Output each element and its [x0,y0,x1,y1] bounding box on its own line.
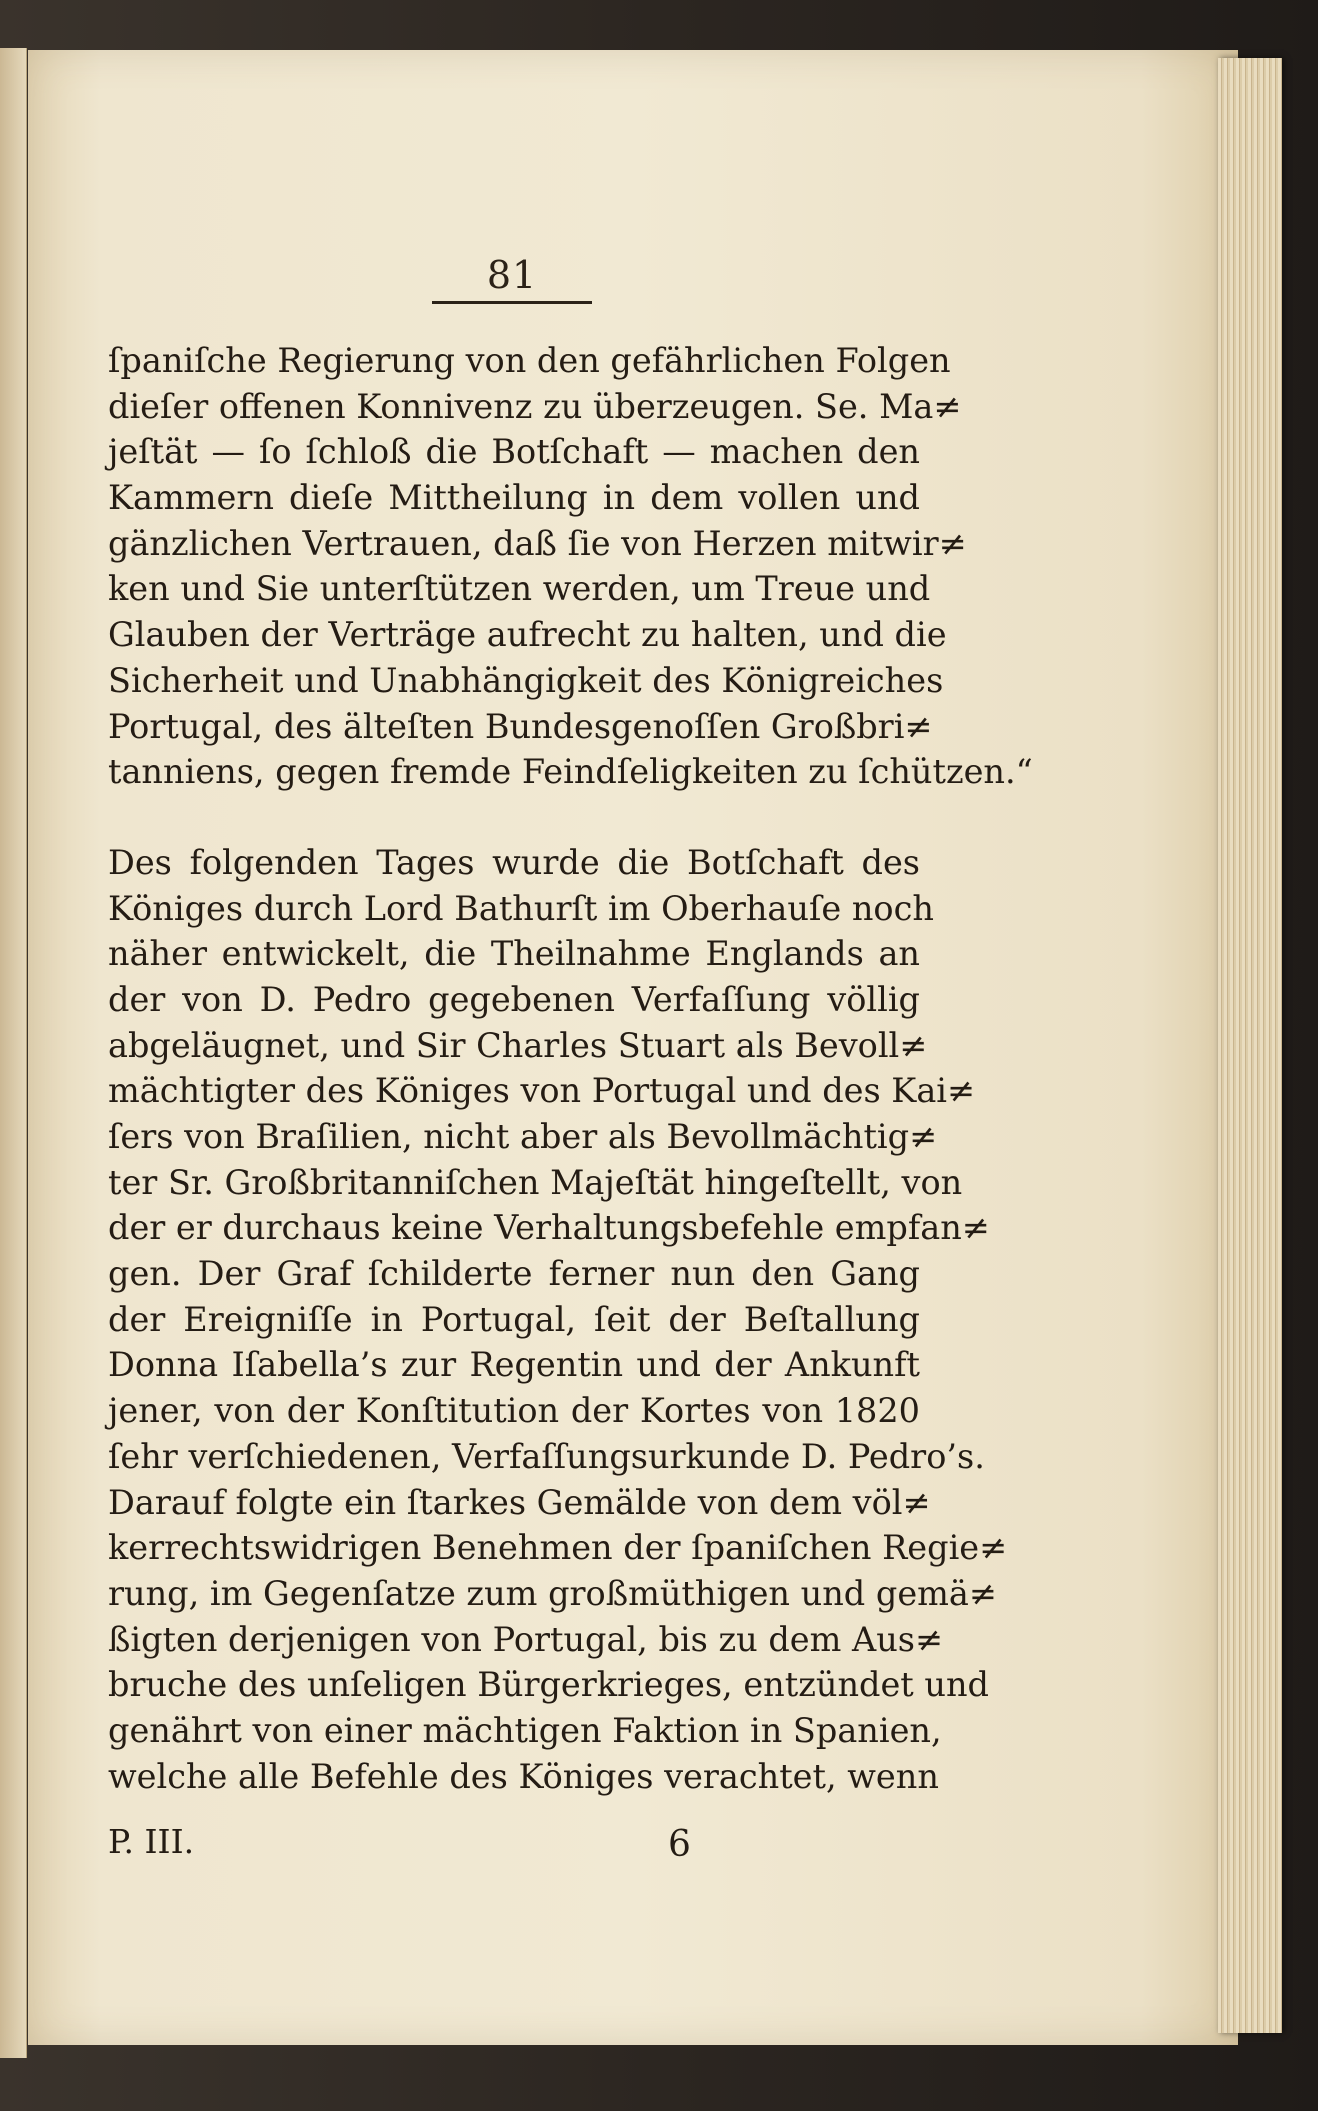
text-line: ſehr verſchiedenen, Verfaſſungsurkunde D. Pedro’s. [108,1436,985,1476]
text-line: Portugal, des älteſten Bundesgenoſſen Großbri≠ [108,706,933,746]
sheet-number: 6 [668,1824,691,1865]
text-line: Donna Iſabella’s zur Regentin und der Ankunft [108,1345,920,1385]
paragraph [108,840,1008,1799]
text-line: näher entwickelt, die Theilnahme Englands an [108,934,920,974]
text-line: abgeläugnet, und Sir Charles Stuart als Bevoll≠ [108,1025,928,1065]
text-line: ken und Sie unterſtützen werden, um Treue und [108,569,931,609]
text-line: Darauf folgte ein ſtarkes Gemälde von dem völ≠ [108,1482,931,1522]
text-line: dieſer offenen Konnivenz zu überzeugen. Se. Ma≠ [108,386,962,426]
facing-page-edge [0,48,27,2058]
body-text [108,338,1033,1799]
page-number: 81 [486,253,538,297]
signature-mark: P. III. [108,1822,195,1861]
paragraph-gap [108,795,920,840]
text-line: gänzlichen Vertrauen, daß ſie von Herzen mitwir≠ [108,523,967,563]
text-line: gen. Der Graf ſchilderte ferner nun den Gang [108,1254,920,1294]
text-line: rung, im Gegenſatze zum großmüthigen und gemä≠ [108,1573,997,1613]
text-line: kerrechtswidrigen Benehmen der ſpaniſchen Regie≠ [108,1528,1008,1568]
page-footer [108,1822,920,1872]
text-line: der Ereigniſſe in Portugal, ſeit der Beſtallung [108,1299,920,1339]
text-line: jeſtät — ſo ſchloß die Botſchaft — machen den [108,432,920,472]
text-line: ſpaniſche Regierung von den gefährlichen Folgen [108,341,951,380]
header-rule [432,301,592,304]
text-line: bruche des unſeligen Bürgerkrieges, entzündet und [108,1665,989,1705]
text-line: ſers von Braſilien, nicht aber als Bevollmächtig≠ [108,1117,938,1156]
text-line: welche alle Befehle des Königes verachtet, wenn [108,1756,939,1796]
text-line: Glauben der Verträge aufrecht zu halten, und die [108,615,947,655]
text-line: der er durchaus keine Verhaltungsbefehle empfan≠ [108,1208,990,1248]
page-stack-edges [1218,58,1282,2033]
paragraph [108,338,1033,795]
text-line: Königes durch Lord Bathurſt im Oberhauſe noch [108,888,934,928]
text-line: der von D. Pedro gegebenen Verfaſſung völlig [108,979,920,1019]
text-line: Sicherheit und Unabhängigkeit des Königreiches [108,660,944,700]
page-header [432,253,592,304]
text-line: Kammern dieſe Mittheilung in dem vollen und [108,478,920,518]
text-line: jener, von der Konſtitution der Kortes von 1820 [108,1391,920,1431]
text-line: ter Sr. Großbritanniſchen Majeſtät hingeſtellt, von [108,1162,963,1202]
text-line: mächtigter des Königes von Portugal und des Kai≠ [108,1071,976,1111]
text-line: Des folgenden Tages wurde die Botſchaft des [108,842,920,882]
text-line: genährt von einer mächtigen Faktion in Spanien, [108,1710,942,1750]
text-line: tanniens, gegen fremde Feindſeligkeiten zu ſchützen.“ [108,752,1033,792]
text-line: ßigten derjenigen von Portugal, bis zu dem Aus≠ [108,1619,944,1659]
